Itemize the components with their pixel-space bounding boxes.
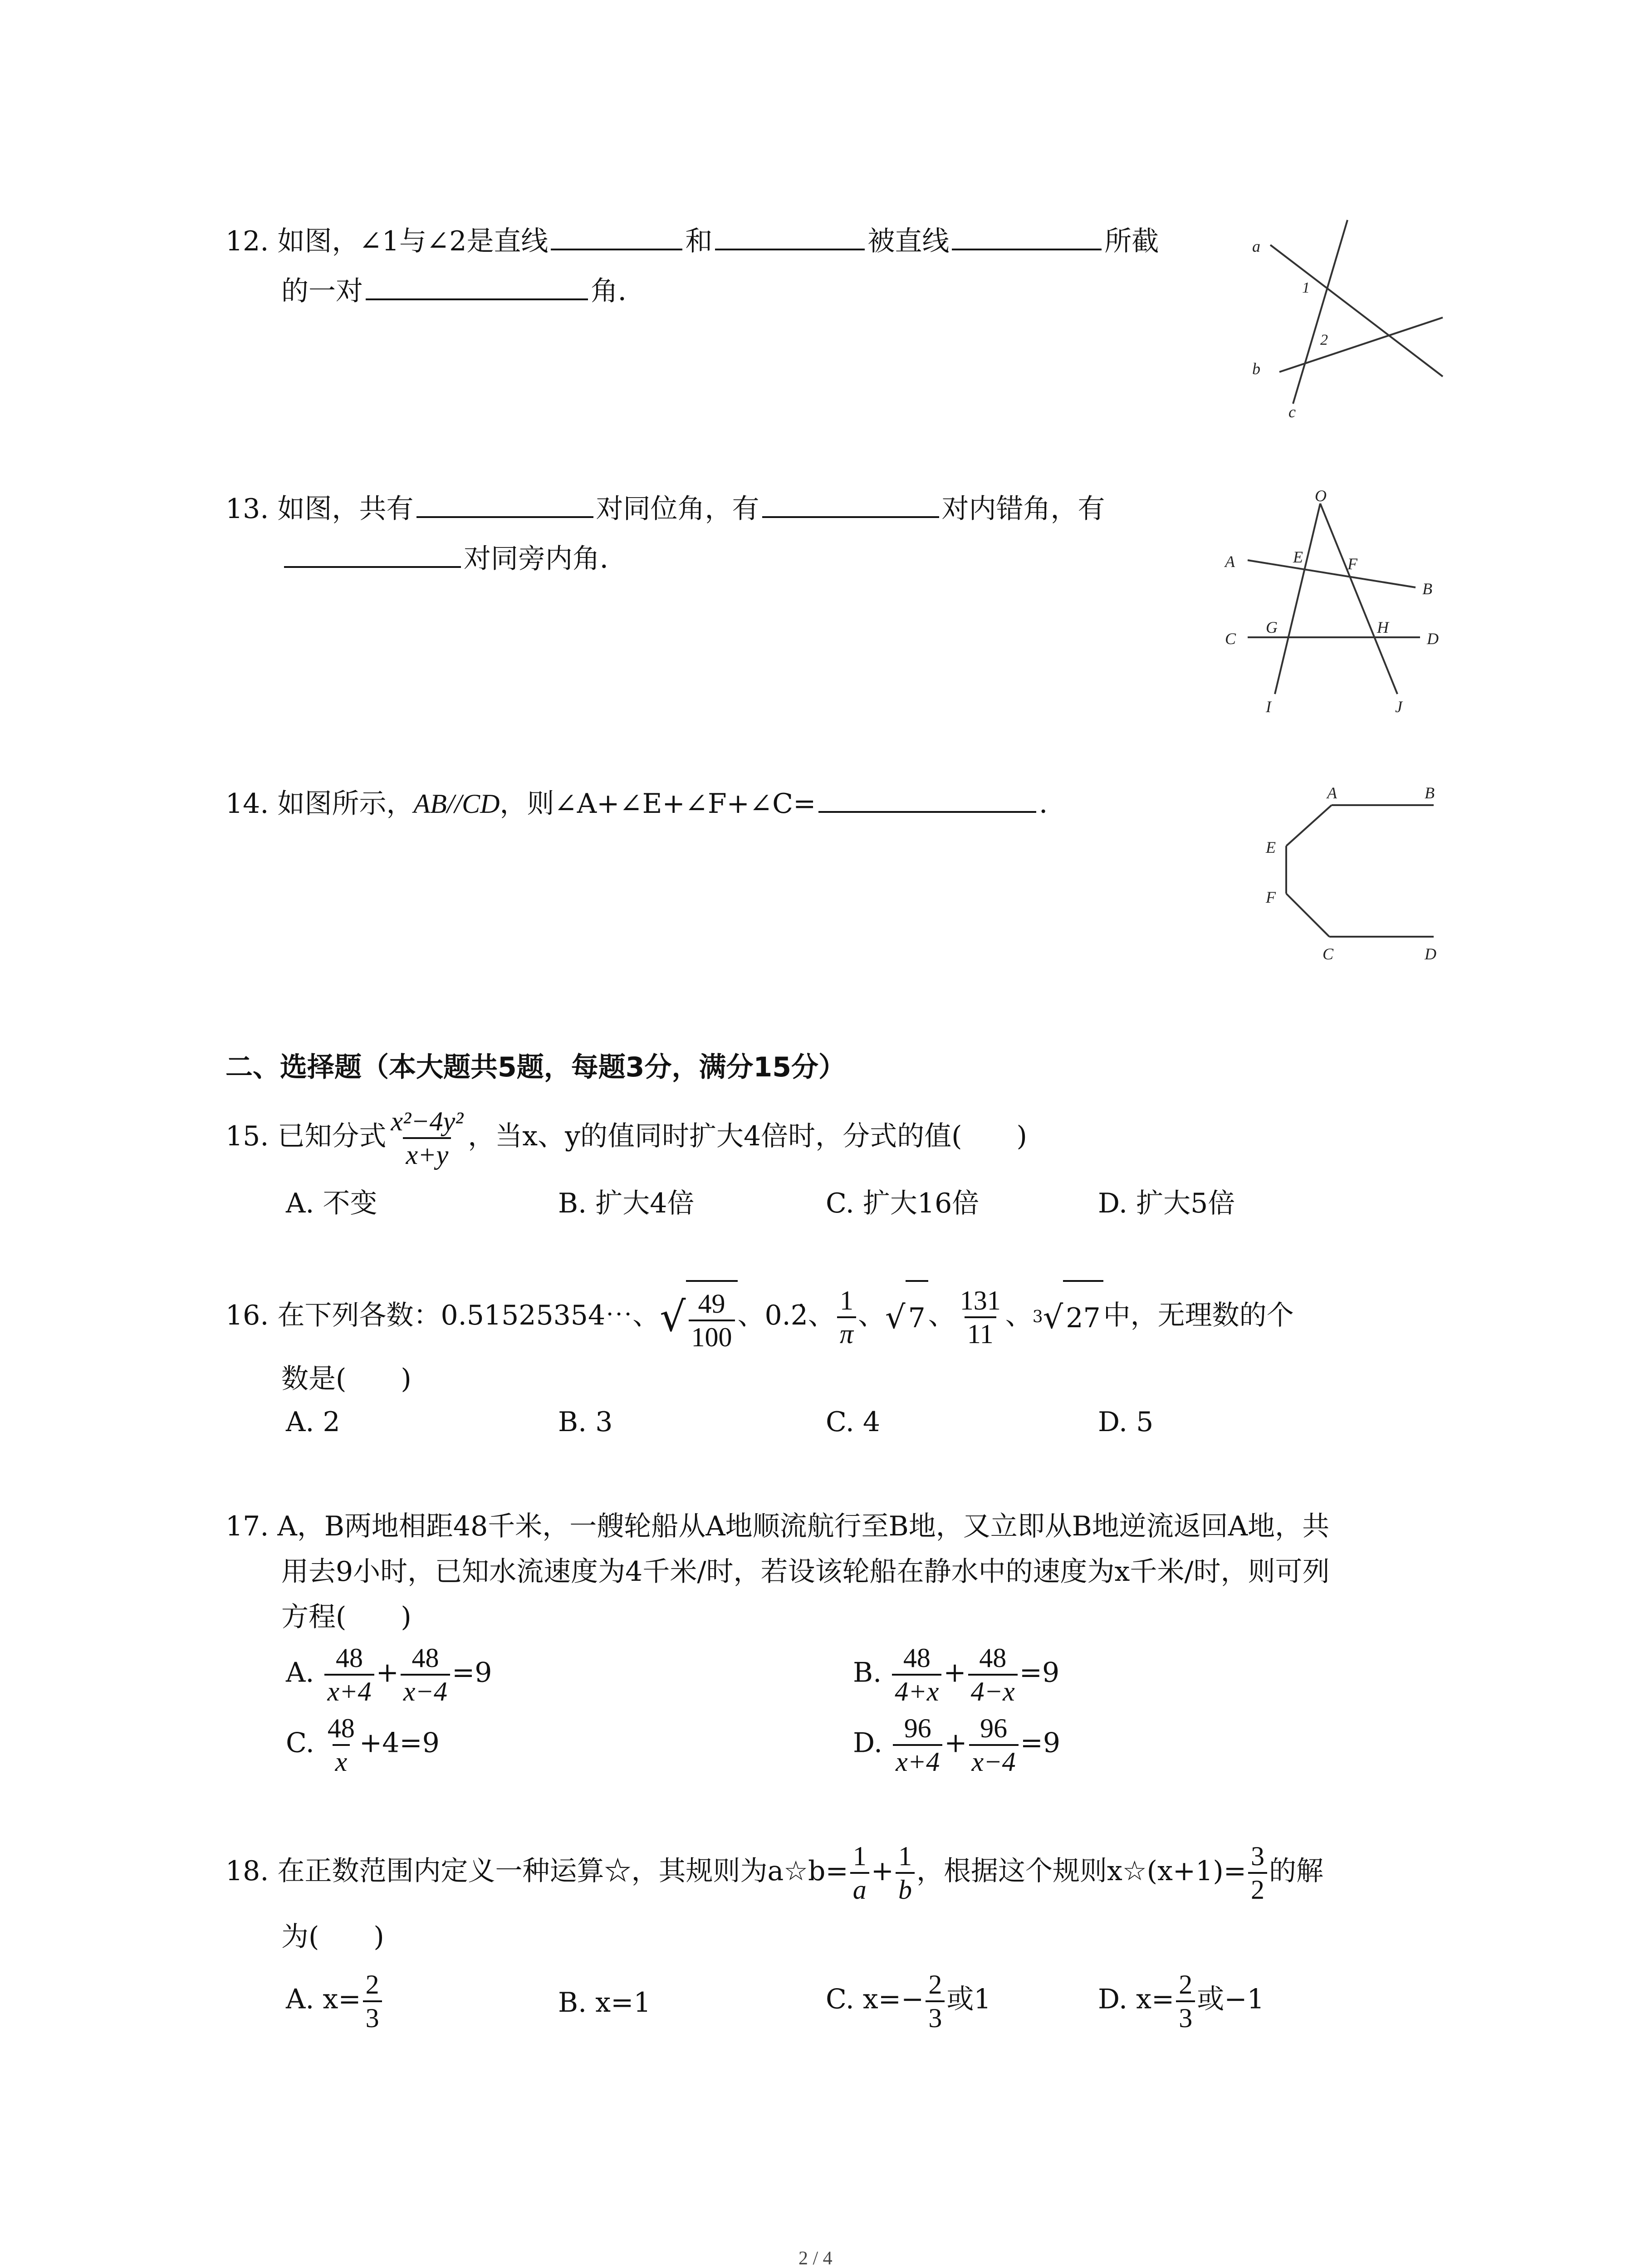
label-J: J <box>1395 698 1402 716</box>
option-d[interactable]: D. 扩大5倍 <box>1098 1188 1235 1219</box>
q12-line2: 的一对 角． <box>281 269 645 314</box>
label-D: D <box>1427 630 1439 648</box>
label-C: C <box>1323 945 1334 963</box>
answer-blank[interactable] <box>762 488 939 518</box>
option-a[interactable]: A. x= $\frac{2}{3}$ <box>286 1969 384 2034</box>
label-G: G <box>1266 618 1278 636</box>
q13-line2: 对同旁内角． <box>281 536 627 582</box>
answer-blank[interactable] <box>551 220 682 250</box>
label-D: D <box>1425 945 1436 963</box>
sqrt-fraction: √ $\frac{49}{100}$ <box>660 1280 737 1354</box>
option-b[interactable]: B. 扩大4倍 <box>558 1188 695 1219</box>
answer-blank[interactable] <box>366 270 588 300</box>
label-E: E <box>1293 548 1303 566</box>
page-number: 2 / 4 <box>798 2248 833 2268</box>
q17-line3: 方程( ) <box>281 1601 411 1633</box>
option-a[interactable]: A. 不变 <box>286 1188 377 1219</box>
q12-figure <box>1243 213 1461 431</box>
option-b[interactable]: B. $\frac{48}{4+x}$ + $\frac{48}{4-x}$ =9 <box>853 1643 1060 1706</box>
q12-line1: 12. 如图，∠1与∠2是直线 和 被直线 所截 <box>225 219 1159 264</box>
label-2: 2 <box>1320 332 1328 348</box>
fraction: $\frac{\text{x²−4y²}}{x+y}$ <box>391 1106 464 1170</box>
label-c: c <box>1288 403 1296 421</box>
section-heading: 二、选择题（本大题共5题，每题3分，满分15分） <box>225 1051 846 1083</box>
label-A: A <box>1225 552 1235 571</box>
option-d[interactable]: D. x= $\frac{2}{3}$ 或−1 <box>1098 1970 1264 2033</box>
q18-stem: 18. 在正数范围内定义一种运算☆，其规则为a☆b= $\frac{1}{a}$ + $\frac{1}{b}$ ，根据这个规则x☆(x+1)= $\frac{3}{2}$ 的解 <box>225 1841 1324 1905</box>
q14-figure <box>1243 780 1461 989</box>
label-B: B <box>1422 580 1432 598</box>
q13-line1: 13. 如图，共有 对同位角，有 对内错角，有 <box>225 486 1105 532</box>
option-c[interactable]: C. 扩大16倍 <box>826 1188 980 1219</box>
answer-blank[interactable] <box>952 220 1102 250</box>
label-C: C <box>1225 630 1236 648</box>
fraction: $\frac{131}{11}$ <box>960 1286 1001 1349</box>
answer-blank[interactable] <box>818 783 1036 813</box>
option-d[interactable]: D. $\frac{96}{x+4}$ + $\frac{96}{x-4}$ =9 <box>853 1713 1061 1777</box>
label-B: B <box>1425 784 1435 802</box>
label-b: b <box>1252 360 1260 378</box>
label-E: E <box>1266 838 1276 856</box>
option-c[interactable]: C. $\frac{48}{x}$ +4=9 <box>286 1713 440 1777</box>
label-1: 1 <box>1302 279 1310 296</box>
label-F: F <box>1266 888 1276 906</box>
option-a[interactable]: A. $\frac{48}{x+4}$ + $\frac{48}{x-4}$ =9 <box>286 1643 492 1706</box>
option-d[interactable]: D. 5 <box>1098 1406 1154 1438</box>
q18-line2: 为( ) <box>281 1921 384 1953</box>
q13-figure <box>1216 485 1461 721</box>
q16-line2: 数是( ) <box>281 1363 411 1395</box>
label-H: H <box>1377 618 1389 636</box>
option-b[interactable]: B. x=1 <box>558 1987 651 2019</box>
option-a[interactable]: A. 2 <box>286 1406 340 1438</box>
q17-line1: 17. A，B两地相距48千米，一艘轮船从A地顺流航行至B地，又立即从B地逆流返回A地，共 <box>225 1510 1330 1542</box>
option-b[interactable]: B. 3 <box>558 1406 613 1438</box>
answer-blank[interactable] <box>715 220 865 250</box>
q17-line2: 用去9小时，已知水流速度为4千米/时，若设该轮船在静水中的速度为x千米/时，则可列 <box>281 1556 1330 1588</box>
answer-blank[interactable] <box>416 488 593 518</box>
label-O: O <box>1315 487 1327 505</box>
option-c[interactable]: C. 4 <box>826 1406 881 1438</box>
q14-line1: 14. 如图所示，AB//CD，则∠A+∠E+∠F+∠C= ． <box>225 781 1066 826</box>
sqrt: √ 7 <box>885 1280 928 1354</box>
q16-stem: 16. 在下列各数：0.51525354⋯、 √ $\frac{49}{100}$ 、0.2̇、 $\frac{1}{\pi}$ 、 √ 7 、 $\frac{131}{11}$ 、 3 √ 27 中，无理数的个 <box>225 1279 1294 1354</box>
label-a: a <box>1252 237 1260 255</box>
label-I: I <box>1266 698 1271 716</box>
label-A: A <box>1327 784 1337 802</box>
option-c[interactable]: C. x=− $\frac{2}{3}$ 或1 <box>826 1970 991 2033</box>
label-F: F <box>1347 555 1357 573</box>
cube-root: 3 √ 27 <box>1033 1280 1103 1354</box>
fraction: $\frac{1}{\pi}$ <box>837 1285 856 1350</box>
q15-stem: 15. 已知分式 $\frac{\text{x²−4y²}}{x+y}$ ，当x、y的值同时扩大4倍时，分式的值( ) <box>225 1106 1027 1170</box>
answer-blank[interactable] <box>284 538 461 568</box>
